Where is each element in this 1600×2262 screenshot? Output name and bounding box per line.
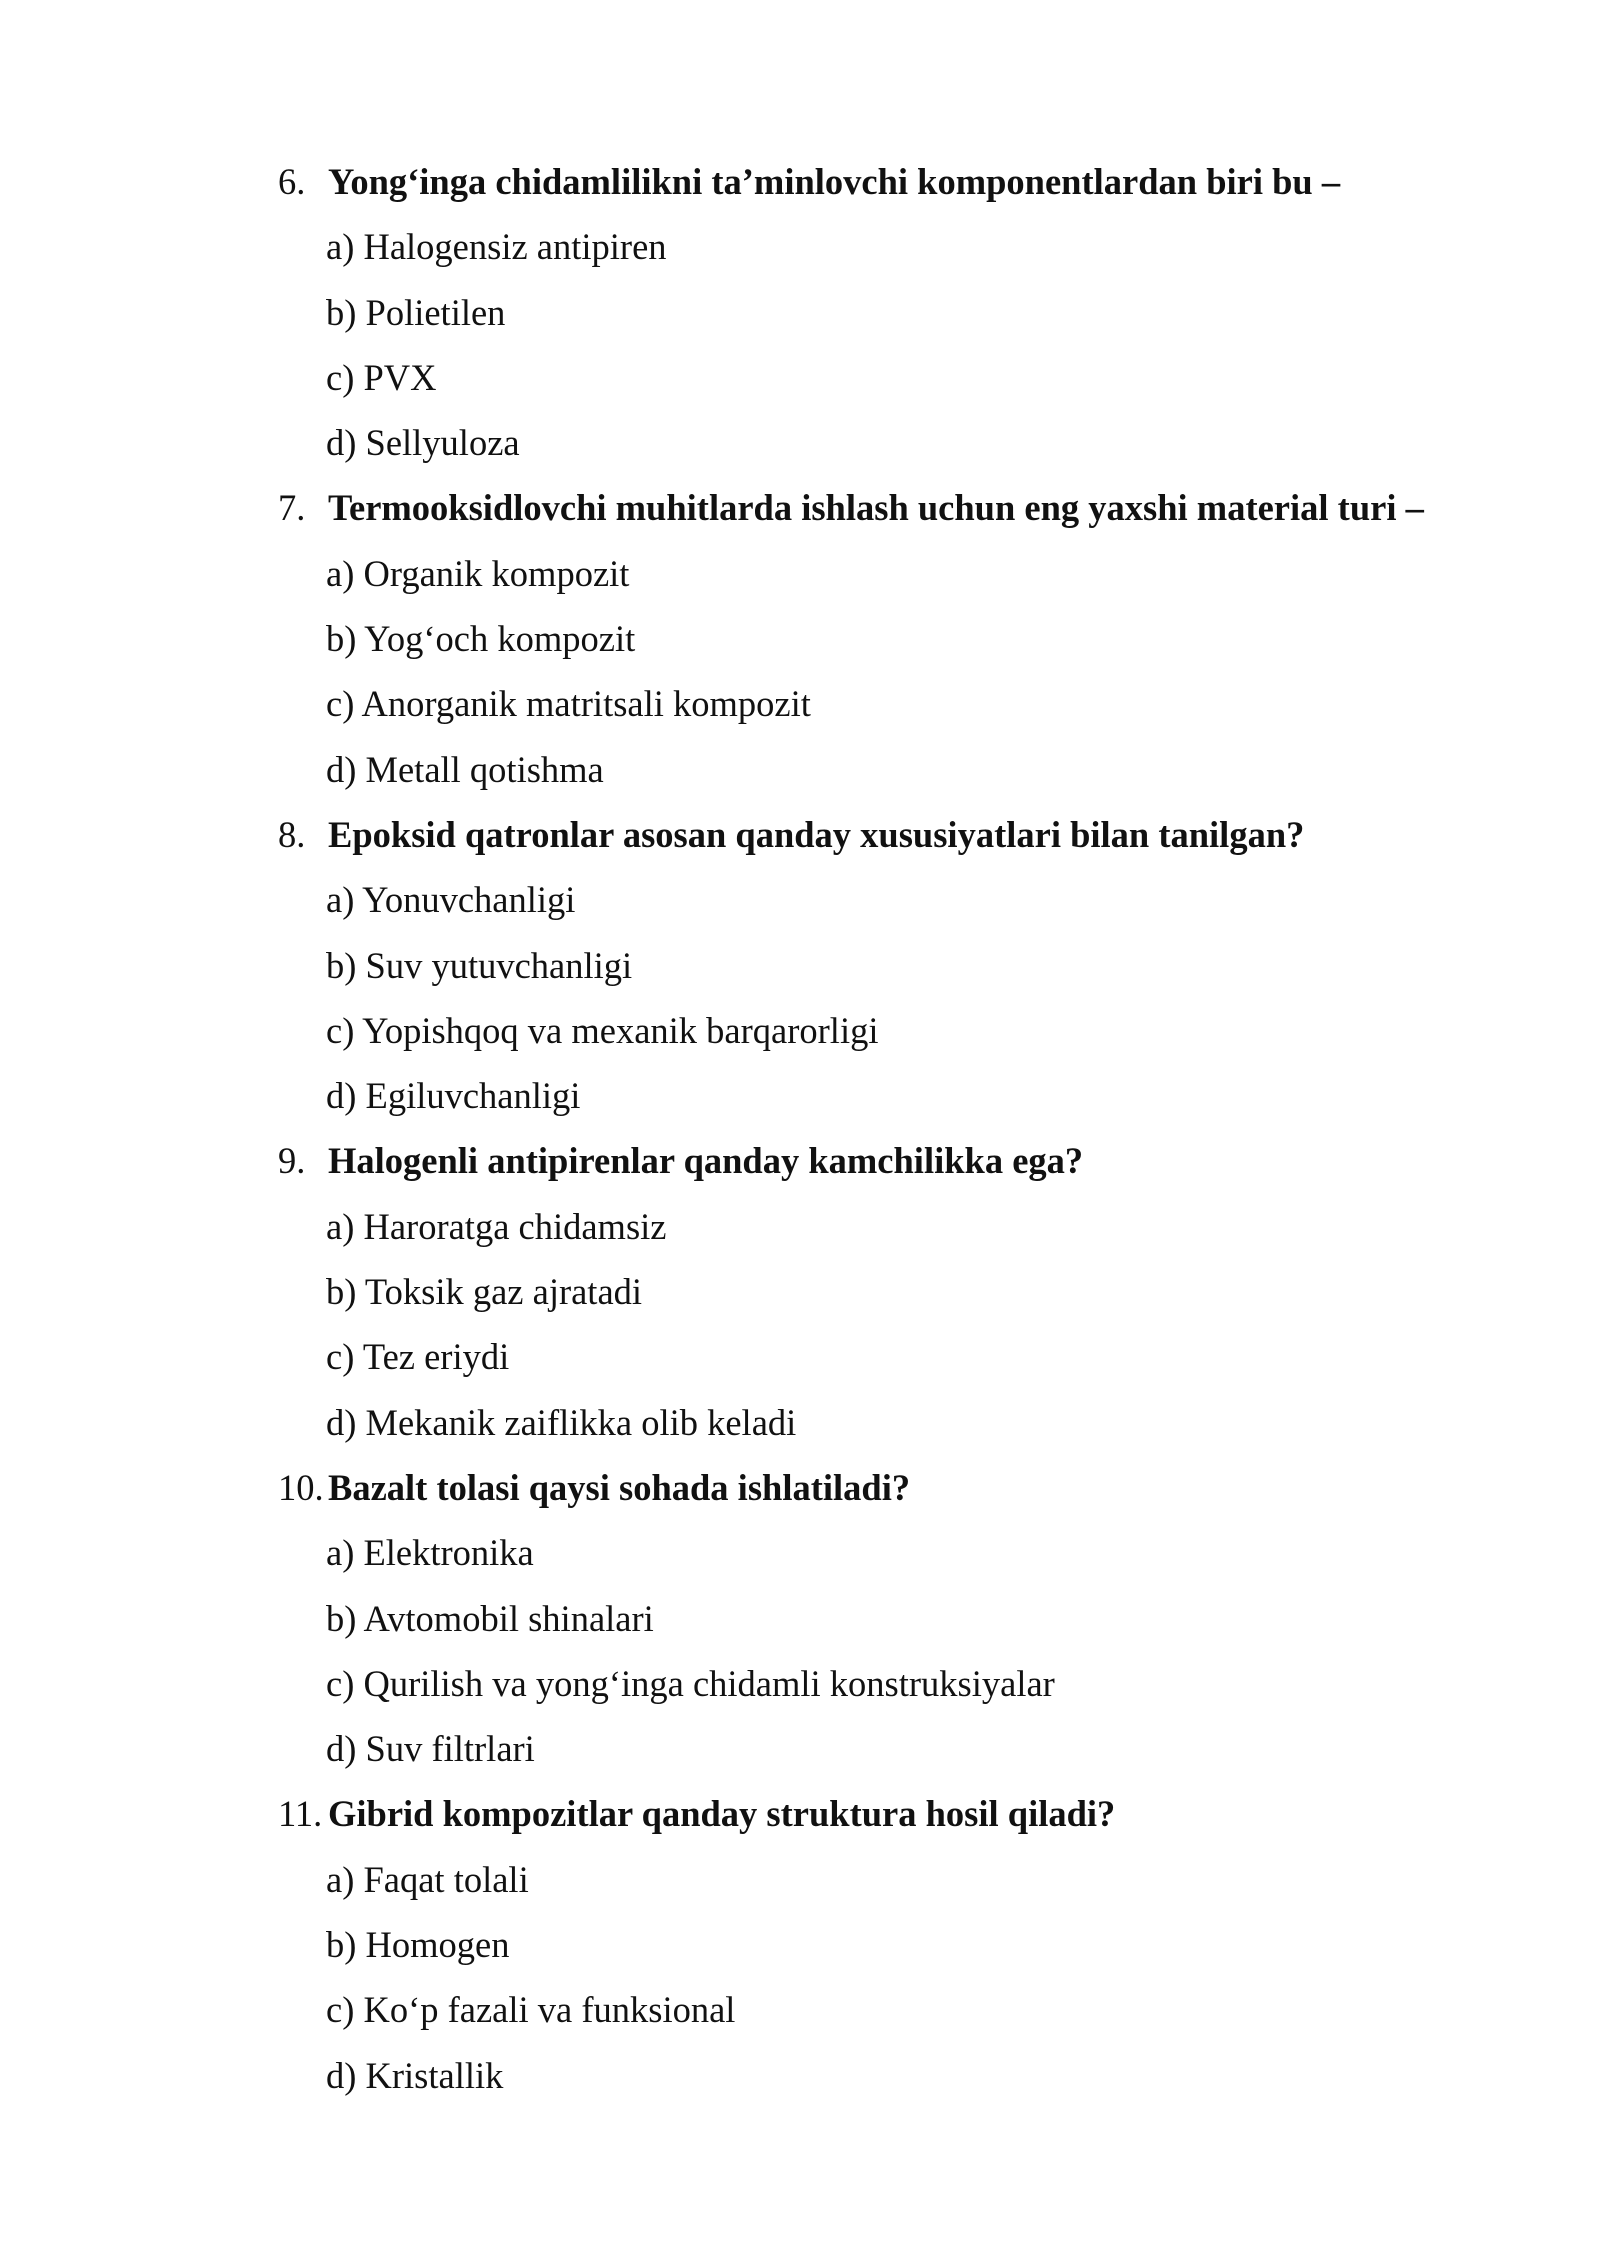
question-text: Bazalt tolasi qaysi sohada ishlatiladi? xyxy=(328,1466,911,1508)
answer-option-d: d) Mekanik zaiflikka olib keladi xyxy=(326,1401,797,1443)
answer-option-a: a) Organik kompozit xyxy=(326,552,630,594)
answer-option-c: c) Yopishqoq va mexanik barqarorligi xyxy=(326,1009,879,1051)
question-header xyxy=(0,1781,1600,1846)
question-number: 11. xyxy=(278,1793,323,1835)
answer-option-c: c) PVX xyxy=(326,356,437,398)
question-header xyxy=(0,802,1600,867)
answer-option-c: c) Qurilish va yong‘inga chidamli konstruksiyalar xyxy=(326,1662,1055,1704)
answer-option-a: a) Haroratga chidamsiz xyxy=(326,1205,667,1247)
question-7 xyxy=(0,475,1600,801)
question-header xyxy=(0,149,1600,214)
question-number: 7. xyxy=(278,487,306,529)
question-header xyxy=(0,1455,1600,1520)
answer-option-d: d) Suv filtrlari xyxy=(326,1728,535,1770)
question-number: 10. xyxy=(278,1466,324,1508)
question-header xyxy=(0,475,1600,540)
answer-option-b: b) Yog‘och kompozit xyxy=(326,618,636,660)
answer-option-d: d) Sellyuloza xyxy=(326,422,520,464)
question-8 xyxy=(0,802,1600,1128)
question-text: Epoksid qatronlar asosan qanday xususiyatlari bilan tanilgan? xyxy=(328,813,1305,855)
question-10 xyxy=(0,1455,1600,1781)
question-text: Halogenli antipirenlar qanday kamchilikka ega? xyxy=(328,1140,1084,1182)
answer-option-b: b) Polietilen xyxy=(326,291,506,333)
question-text: Yong‘inga chidamlilikni ta’minlovchi komponentlardan biri bu – xyxy=(328,161,1341,202)
answer-option-c: c) Tez eriydi xyxy=(326,1336,510,1378)
question-6 xyxy=(0,149,1600,475)
question-9 xyxy=(0,1128,1600,1454)
answer-option-b: b) Toksik gaz ajratadi xyxy=(326,1271,643,1313)
question-text: Termooksidlovchi muhitlarda ishlash uchun eng yaxshi material turi – xyxy=(328,487,1424,529)
answer-option-c: c) Anorganik matritsali kompozit xyxy=(326,683,811,725)
answer-option-a: a) Faqat tolali xyxy=(326,1858,529,1900)
answer-option-c: c) Ko‘p fazali va funksional xyxy=(326,1989,736,2031)
answer-option-b: b) Suv yutuvchanligi xyxy=(326,944,633,986)
question-number: 8. xyxy=(278,813,306,855)
question-header xyxy=(0,1128,1600,1193)
answer-option-d: d) Metall qotishma xyxy=(326,748,604,790)
answer-option-a: a) Halogensiz antipiren xyxy=(326,226,667,268)
answer-option-a: a) Elektronika xyxy=(326,1532,534,1574)
question-11 xyxy=(0,1781,1600,2107)
answer-option-a: a) Yonuvchanligi xyxy=(326,879,576,921)
question-text: Gibrid kompozitlar qanday struktura hosil qiladi? xyxy=(328,1793,1116,1835)
question-number: 6. xyxy=(278,161,306,202)
question-number: 9. xyxy=(278,1140,306,1182)
document-page xyxy=(0,149,1600,2108)
answer-option-b: b) Homogen xyxy=(326,1924,510,1966)
answer-option-b: b) Avtomobil shinalari xyxy=(326,1597,654,1639)
answer-option-d: d) Egiluvchanligi xyxy=(326,1075,581,1117)
answer-option-d: d) Kristallik xyxy=(326,2054,504,2096)
